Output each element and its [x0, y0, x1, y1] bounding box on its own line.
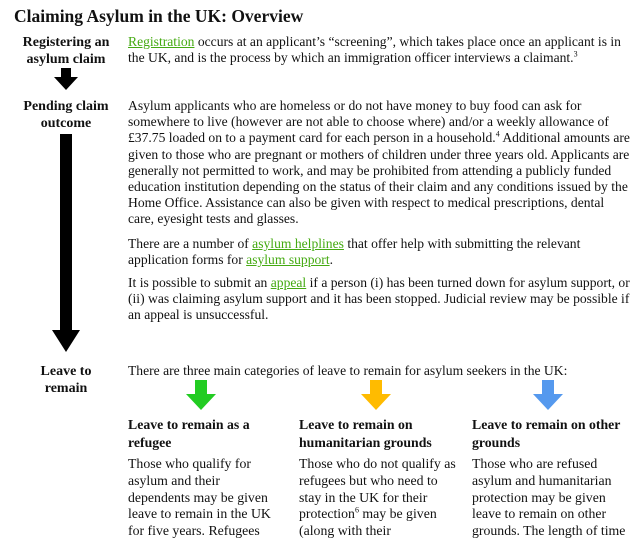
step-label-pending: Pending claim outcome	[23, 99, 109, 131]
footnote-ref: 4	[495, 129, 500, 139]
asylum-support-link[interactable]: asylum support	[246, 252, 330, 268]
category-text-refugee: Those who qualify for asylum and their dependents may be given leave to remain in the UK for five years. Refugees	[128, 456, 271, 539]
asylum-helplines-link[interactable]: asylum helplines	[252, 236, 344, 251]
pending-paragraph-1: Asylum applicants who are homeless or do not have money to buy food can ask for somewhere to live (however are not able to choose where) and/or a weekly allowance of £37.75 loaded on to a payment card for each person in a household.$^4$ Additional amounts are given to those who are pregnant or mothers of children under three years old. Applicants are generally not permitted to work, and may be prohibited from attending a publicly funded education institution depending on the status of their claim and any conditions issued by the Home Office. Assistance can also be given with respect to medical prescriptions, dental care, eyesight tests and glasses.	[128, 98, 630, 227]
footnote-ref: 6	[354, 505, 359, 515]
step-label-leave: Leave to remain	[40, 364, 92, 396]
orange-down-arrow-icon	[361, 380, 391, 410]
category-title-humanitarian: Leave to remain on humanitarian grounds	[299, 417, 432, 450]
category-title-other: Leave to remain on other grounds	[472, 417, 621, 450]
registration-link[interactable]: Registration	[128, 34, 195, 49]
pending-paragraph-3: It is possible to submit an appeal if a person (i) has been turned down for asylum support, or (ii) was claiming asylum support and it has been stopped. Judicial review may be possible if an appeal is unsuccessful.	[128, 275, 630, 323]
footnote-ref: 3	[573, 49, 578, 59]
category-title-refugee: Leave to remain as a refugee	[128, 417, 250, 450]
pending-paragraph-2: There are a number of asylum helplines that offer help with submitting the relevant application forms for asylum support.	[128, 236, 581, 268]
down-arrow-icon	[54, 68, 78, 90]
leave-intro: There are three main categories of leave to remain for asylum seekers in the UK:	[128, 363, 568, 378]
registering-paragraph: Registration occurs at an applicant’s “screening”, which takes place once an applicant is in the UK, and is the process by which an immigration officer interviews a claimant.$^3$	[128, 34, 621, 66]
blue-down-arrow-icon	[533, 380, 563, 410]
long-down-arrow-icon	[52, 134, 80, 352]
page-title: Claiming Asylum in the UK: Overview	[14, 6, 304, 26]
step-label-registering: Registering an asylum claim	[22, 35, 110, 67]
green-down-arrow-icon	[186, 380, 216, 410]
category-text-other: Those who are refused asylum and humanitarian protection may be given leave to remain on other grounds. The length of time	[472, 456, 626, 539]
category-text-humanitarian: Those who do not qualify as refugees but who need to stay in the UK for their protection$^6$ may be given (along with their	[299, 456, 456, 539]
appeal-link[interactable]: appeal	[270, 275, 307, 290]
